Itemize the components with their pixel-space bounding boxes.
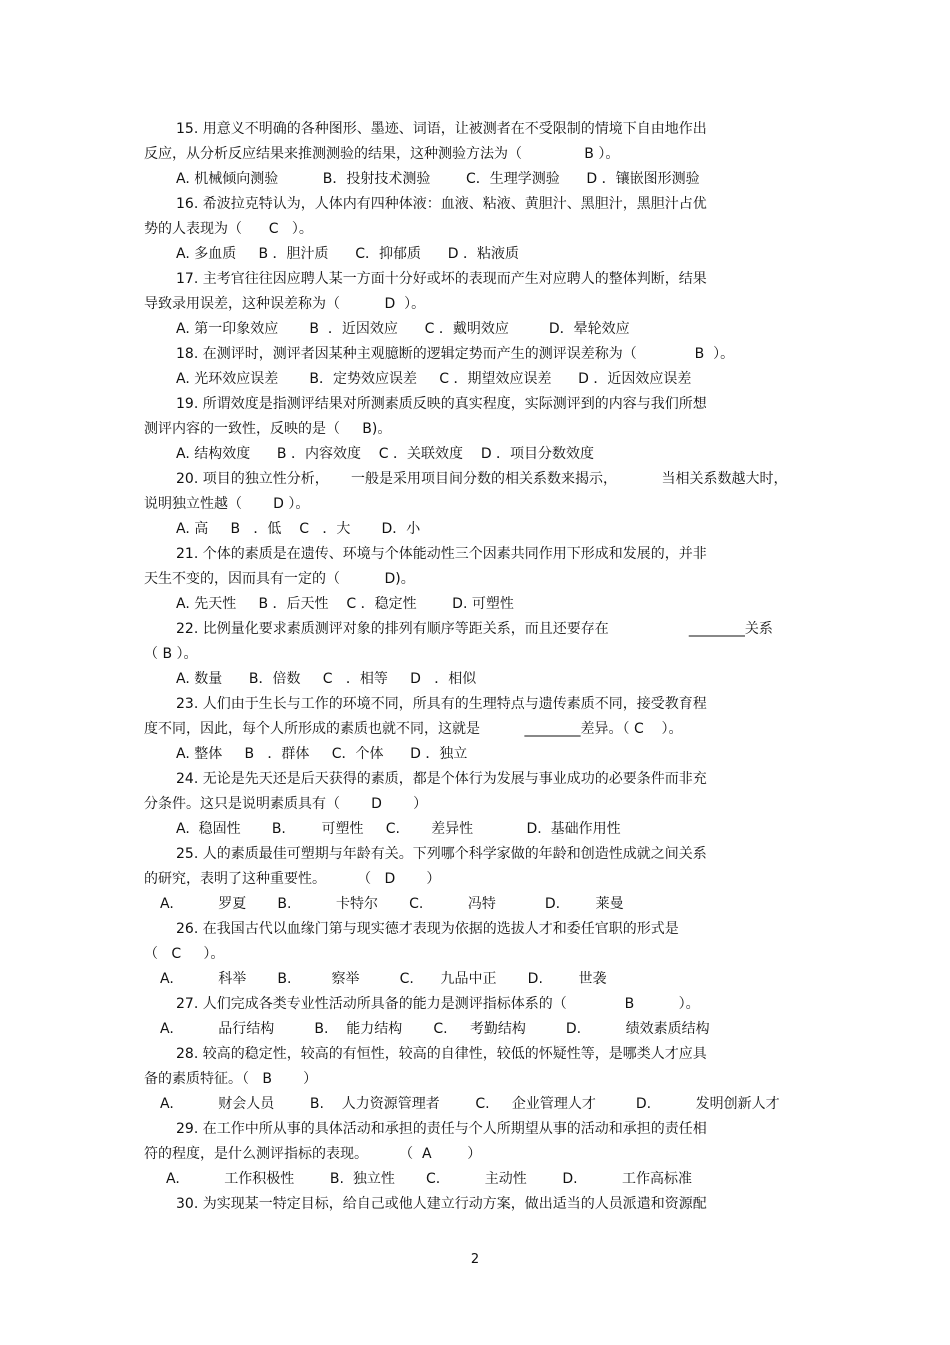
- question-17-options: A. 第一印象效应 B ．近因效应 C ．戴明效应 D．晕轮效应: [176, 321, 630, 337]
- question-24-options: A. 稳固性 B. 可塑性 C. 差异性 D. 基础作用性: [176, 821, 621, 837]
- question-21-options: A. 先天性 B ．后天性 C ．稳定性 D. 可塑性: [176, 596, 514, 612]
- question-18-options: A. 光环效应误差 B．定势效应误差 C ．期望效应误差 D ．近因效应误差: [176, 371, 692, 387]
- question-30-line-1: 30. 为实现某一特定目标，给自己或他人建立行动方案，做出适当的人员派遣和资源配: [176, 1196, 707, 1212]
- question-27-options: A. 品行结构 B. 能力结构 C. 考勤结构 D. 绩效素质结构: [160, 1021, 710, 1037]
- question-29-line-2: 符的程度，是什么测评指标的表现。 （ A ）: [144, 1146, 482, 1162]
- question-24-line-2: 分条件。这只是说明素质具有（ D ）: [144, 796, 428, 812]
- question-19-line-1: 19. 所谓效度是指测评结果对所测素质反映的真实程度，实际测评到的内容与我们所想: [176, 396, 707, 412]
- question-19-line-2: 测评内容的一致性，反映的是（ B)。: [144, 421, 392, 437]
- question-23-options: A. 整体 B ．群体 C．个体 D ．独立: [176, 746, 468, 762]
- question-18-line-1: 18. 在测评时，测评者因某种主观臆断的逻辑定势而产生的测评误差称为（ B ）。: [176, 346, 735, 362]
- question-15-options: A. 机械倾向测验 B．投射技术测验 C．生理学测验 D ．镶嵌图形测验: [176, 171, 700, 187]
- question-22-line-1: 22. 比例量化要求素质测评对象的排列有顺序等距关系，而且还要存在 ________关系: [176, 621, 773, 637]
- question-21-line-1: 21. 个体的素质是在遗传、环境与个体能动性三个因素共同作用下形成和发展的，并非: [176, 546, 707, 562]
- question-29-options: A. 工作积极性 B. 独立性 C. 主动性 D. 工作高标准: [166, 1171, 693, 1187]
- page-number: 2: [470, 1252, 480, 1267]
- question-28-line-2: 备的素质特征。（ B ）: [144, 1071, 318, 1087]
- question-25-line-1: 25. 人的素质最佳可塑期与年龄有关。下列哪个科学家做的年龄和创造性成就之间关系: [176, 846, 707, 862]
- question-15-line-1: 15. 用意义不明确的各种图形、墨迹、词语，让被测者在不受限制的情境下自由地作出: [176, 121, 707, 137]
- question-23-line-1: 23. 人们由于生长与工作的环境不同，所具有的生理特点与遗传素质不同，接受教育程: [176, 696, 707, 712]
- question-22-options: A. 数量 B．倍数 C ．相等 D ．相似: [176, 671, 477, 687]
- question-17-line-2: 导致录用误差，这种误差称为（ D ）。: [144, 296, 426, 312]
- question-24-line-1: 24. 无论是先天还是后天获得的素质，都是个体行为发展与事业成功的必要条件而非充: [176, 771, 707, 787]
- question-16-line-2: 势的人表现为（ C ）。: [144, 221, 313, 237]
- question-20-line-1: 20. 项目的独立性分析， 一般是采用项目间分数的相关系数来揭示， 当相关系数越大时，: [176, 471, 788, 487]
- question-22-line-2: （ B ）。: [144, 646, 198, 662]
- question-23-line-2: 度不同，因此，每个人所形成的素质也就不同，这就是 ________差异。（ C ）。: [144, 721, 683, 737]
- question-20-line-2: 说明独立性越（ D ）。: [144, 496, 310, 512]
- question-16-line-1: 16. 希波拉克特认为，人体内有四种体液：血液、粘液、黄胆汁、黑胆汁，黑胆汁占优: [176, 196, 707, 212]
- question-26-options: A. 科举 B. 察举 C. 九品中正 D. 世袭: [160, 971, 607, 987]
- question-28-line-1: 28. 较高的稳定性，较高的有恒性，较高的自律性，较低的怀疑性等，是哪类人才应具: [176, 1046, 707, 1062]
- question-20-options: A. 高 B ．低 C ．大 D．小: [176, 521, 421, 537]
- question-16-options: A. 多血质 B ．胆汁质 C．抑郁质 D ．粘液质: [176, 246, 519, 262]
- question-19-options: A. 结构效度 B ．内容效度 C ．关联效度 D ．项目分数效度: [176, 446, 595, 462]
- question-25-options: A. 罗夏 B. 卡特尔 C. 冯特 D. 莱曼: [160, 896, 624, 912]
- question-21-line-2: 天生不变的，因而具有一定的（ D)。: [144, 571, 415, 587]
- question-26-line-1: 26. 在我国古代以血缘门第与现实德才表现为依据的选拔人才和委任官职的形式是: [176, 921, 679, 937]
- question-15-line-2: 反应，从分析反应结果来推测测验的结果，这种测验方法为（ B ）。: [144, 146, 620, 162]
- question-17-line-1: 17. 主考官往往因应聘人某一方面十分好或坏的表现而产生对应聘人的整体判断，结果: [176, 271, 707, 287]
- question-28-options: A. 财会人员 B. 人力资源管理者 C. 企业管理人才 D. 发明创新人才: [160, 1096, 780, 1112]
- question-25-line-2: 的研究，表明了这种重要性。 （ D ）: [144, 871, 441, 887]
- question-29-line-1: 29. 在工作中所从事的具体活动和承担的责任与个人所期望从事的活动和承担的责任相: [176, 1121, 707, 1137]
- question-26-line-2: （ C ）。: [144, 946, 225, 962]
- question-27-line-1: 27. 人们完成各类专业性活动所具备的能力是测评指标体系的（ B ）。: [176, 996, 700, 1012]
